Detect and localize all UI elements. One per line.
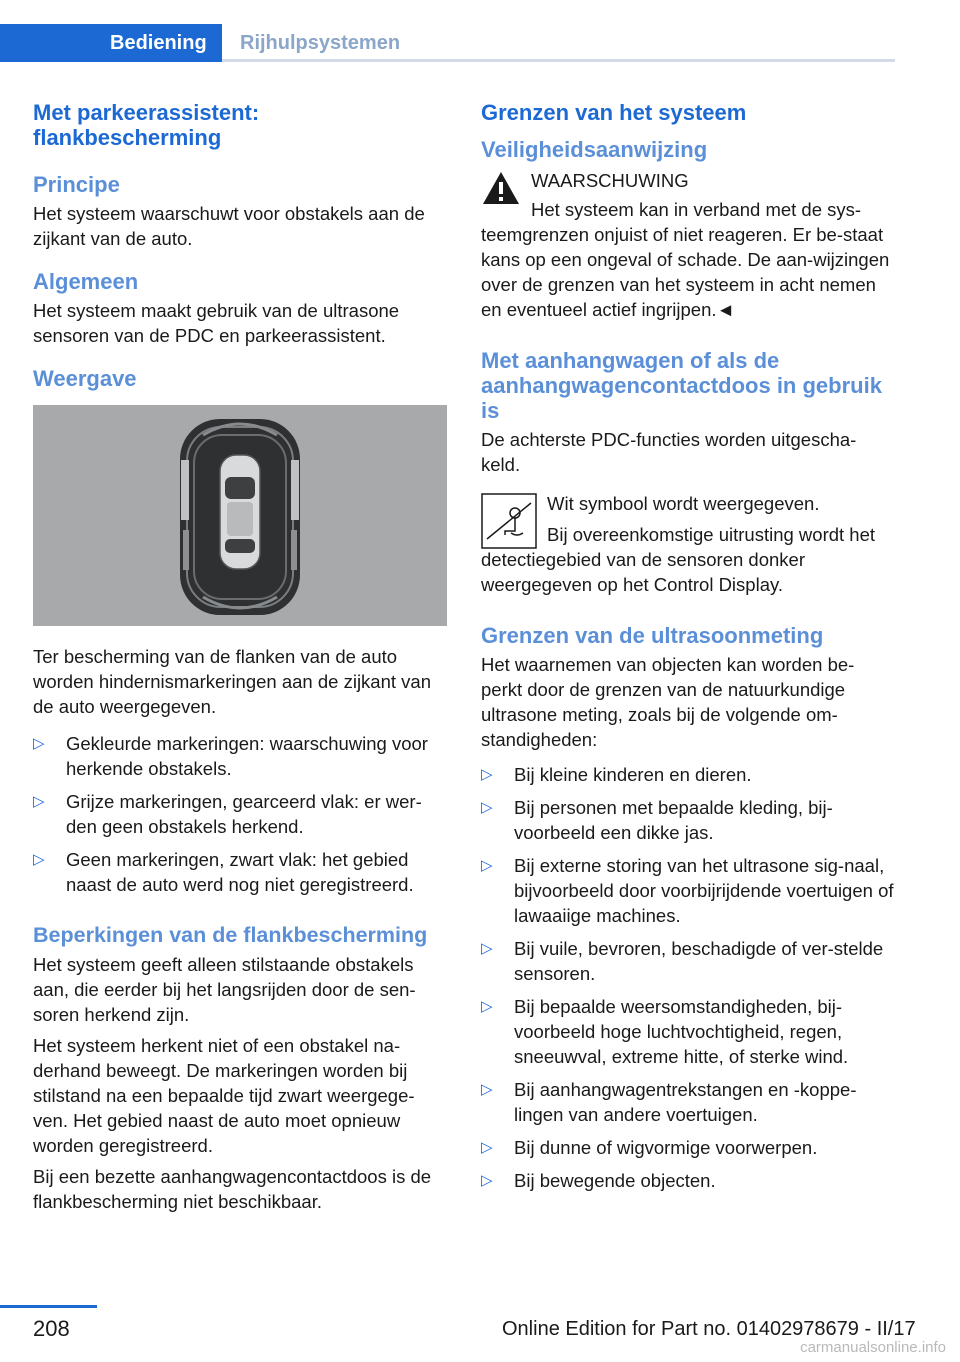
heading-ultrasoonmeting: Grenzen van de ultrasoonmeting bbox=[481, 623, 824, 648]
beperkingen-paragraph-2: Het systeem herkent niet of een obstakel na-derhand beweegt. De markeringen worden bij stilstand na een bepaalde tijd zwart weergege-ven. Het gebied naast de auto moet opnieuw worden geregistreerd. bbox=[33, 1035, 415, 1156]
heading-weergave: Weergave bbox=[33, 366, 137, 391]
trailer-sensor-icon bbox=[481, 493, 537, 549]
limitation-list bbox=[481, 762, 895, 1193]
tab-rijhulpsystemen[interactable]: Rijhulpsystemen bbox=[240, 32, 401, 54]
parking-display-image bbox=[33, 405, 447, 626]
footer-accent-line bbox=[0, 1305, 97, 1308]
principe-text: Het systeem waarschuwt voor obstakels aan de zijkant van de auto. bbox=[33, 203, 425, 249]
list-item: ▷ Bij vuile, bevroren, beschadigde of ver-stelde sensoren. bbox=[481, 938, 884, 984]
section-title-grenzen: Grenzen van het systeem bbox=[481, 100, 747, 125]
edition-text: Online Edition for Part no. 01402978679 - II/17 bbox=[502, 1318, 916, 1340]
warning-label: WAARSCHUWING bbox=[531, 170, 689, 191]
aanhang-text: De achterste PDC-functies worden uitgescha-keld. bbox=[481, 429, 857, 475]
header-divider bbox=[222, 59, 895, 62]
triangle-bullet-icon: ▷ bbox=[481, 799, 493, 816]
triangle-bullet-icon: ▷ bbox=[481, 766, 493, 783]
weergave-caption: Ter bescherming van de flanken van de auto worden hindernismarkeringen aan de zijkant van de auto weergegeven. bbox=[33, 646, 431, 717]
triangle-bullet-icon: ▷ bbox=[481, 1081, 493, 1098]
info-line-1: Wit symbool wordt weergegeven. bbox=[547, 493, 820, 514]
triangle-bullet-icon: ▷ bbox=[481, 998, 493, 1015]
list-item: ▷ Geen markeringen, zwart vlak: het gebied naast de auto werd nog niet geregistreerd. bbox=[33, 849, 414, 895]
list-item: ▷ Bij dunne of wigvormige voorwerpen. bbox=[481, 1137, 818, 1158]
page-number: 208 bbox=[33, 1316, 70, 1341]
triangle-bullet-icon: ▷ bbox=[481, 857, 493, 874]
heading-principe: Principe bbox=[33, 172, 120, 197]
tab-bediening[interactable]: Bediening bbox=[0, 24, 222, 62]
triangle-bullet-icon: ▷ bbox=[481, 1172, 493, 1189]
info-line-2: Bij overeenkomstige uitrusting wordt het detectiegebied van de sensoren donker weergegeven op het Control Display. bbox=[481, 524, 876, 595]
heading-aanhangwagen: Met aanhangwagen of als de aanhangwagencontactdoos in gebruik is bbox=[481, 348, 882, 423]
car-top-view-illustration bbox=[33, 405, 447, 626]
triangle-bullet-icon: ▷ bbox=[481, 1139, 493, 1156]
triangle-bullet-icon: ▷ bbox=[33, 793, 45, 810]
list-item: ▷ Bij personen met bepaalde kleding, bij-voorbeeld een dikke jas. bbox=[481, 797, 833, 843]
list-item: ▷ Grijze markeringen, gearceerd vlak: er wer-den geen obstakels herkend. bbox=[33, 791, 422, 837]
heading-beperkingen: Beperkingen van de flankbescherming bbox=[33, 923, 428, 947]
heading-veiligheidsaanwijzing: Veiligheidsaanwijzing bbox=[481, 137, 708, 162]
header bbox=[0, 0, 895, 62]
list-item: ▷ Bij bewegende objecten. bbox=[481, 1170, 716, 1191]
list-item: ▷ Bij kleine kinderen en dieren. bbox=[481, 764, 752, 785]
triangle-bullet-icon: ▷ bbox=[481, 940, 493, 957]
beperkingen-paragraph-3: Bij een bezette aanhangwagencontactdoos is de flankbescherming niet beschikbaar. bbox=[33, 1166, 432, 1212]
list-item: ▷ Bij bepaalde weersomstandigheden, bij-voorbeeld hoge luchtvochtigheid, regen, sneeuwval, extreme hitte, of sterke wind. bbox=[481, 996, 849, 1067]
section-title-flankbescherming: Met parkeerassistent: flankbescherming bbox=[33, 100, 260, 150]
marking-list bbox=[33, 731, 449, 897]
beperkingen-paragraph-1: Het systeem geeft alleen stilstaande obstakels aan, die eerder bij het langsrijden door de sen-soren herkend zijn. bbox=[33, 954, 416, 1025]
ultrasoon-text: Het waarnemen van objecten kan worden be-perkt door de grenzen van de natuurkundige ultrasone meting, zoals bij de volgende om-standigheden: bbox=[481, 654, 855, 750]
list-item: ▷ Bij externe storing van het ultrasone sig-naal, bijvoorbeeld door voorbijrijdende voertuigen of lawaaiige machines. bbox=[481, 855, 894, 926]
algemeen-text: Het systeem maakt gebruik van de ultrasone sensoren van de PDC en parkeerassistent. bbox=[33, 300, 400, 346]
right-column bbox=[481, 100, 895, 1201]
list-item: ▷ Gekleurde markeringen: waarschuwing voor herkende obstakels. bbox=[33, 733, 428, 779]
heading-algemeen: Algemeen bbox=[33, 269, 139, 294]
warning-box bbox=[481, 168, 895, 322]
watermark: carmanualsonline.info bbox=[800, 1339, 946, 1356]
triangle-bullet-icon: ▷ bbox=[33, 735, 45, 752]
warning-triangle-icon bbox=[481, 170, 521, 206]
warning-text: Het systeem kan in verband met de sys-teemgrenzen onjuist of niet reageren. Er be-staat kans op een ongeval of schade. De aan-wijzingen over de grenzen van het systeem in acht nemen en eventueel actief ingrijpen.◄ bbox=[481, 199, 890, 320]
triangle-bullet-icon: ▷ bbox=[33, 851, 45, 868]
list-item: ▷ Bij aanhangwagentrekstangen en -koppe-lingen van andere voertuigen. bbox=[481, 1079, 857, 1125]
left-column bbox=[33, 100, 449, 1214]
info-box bbox=[481, 491, 895, 597]
